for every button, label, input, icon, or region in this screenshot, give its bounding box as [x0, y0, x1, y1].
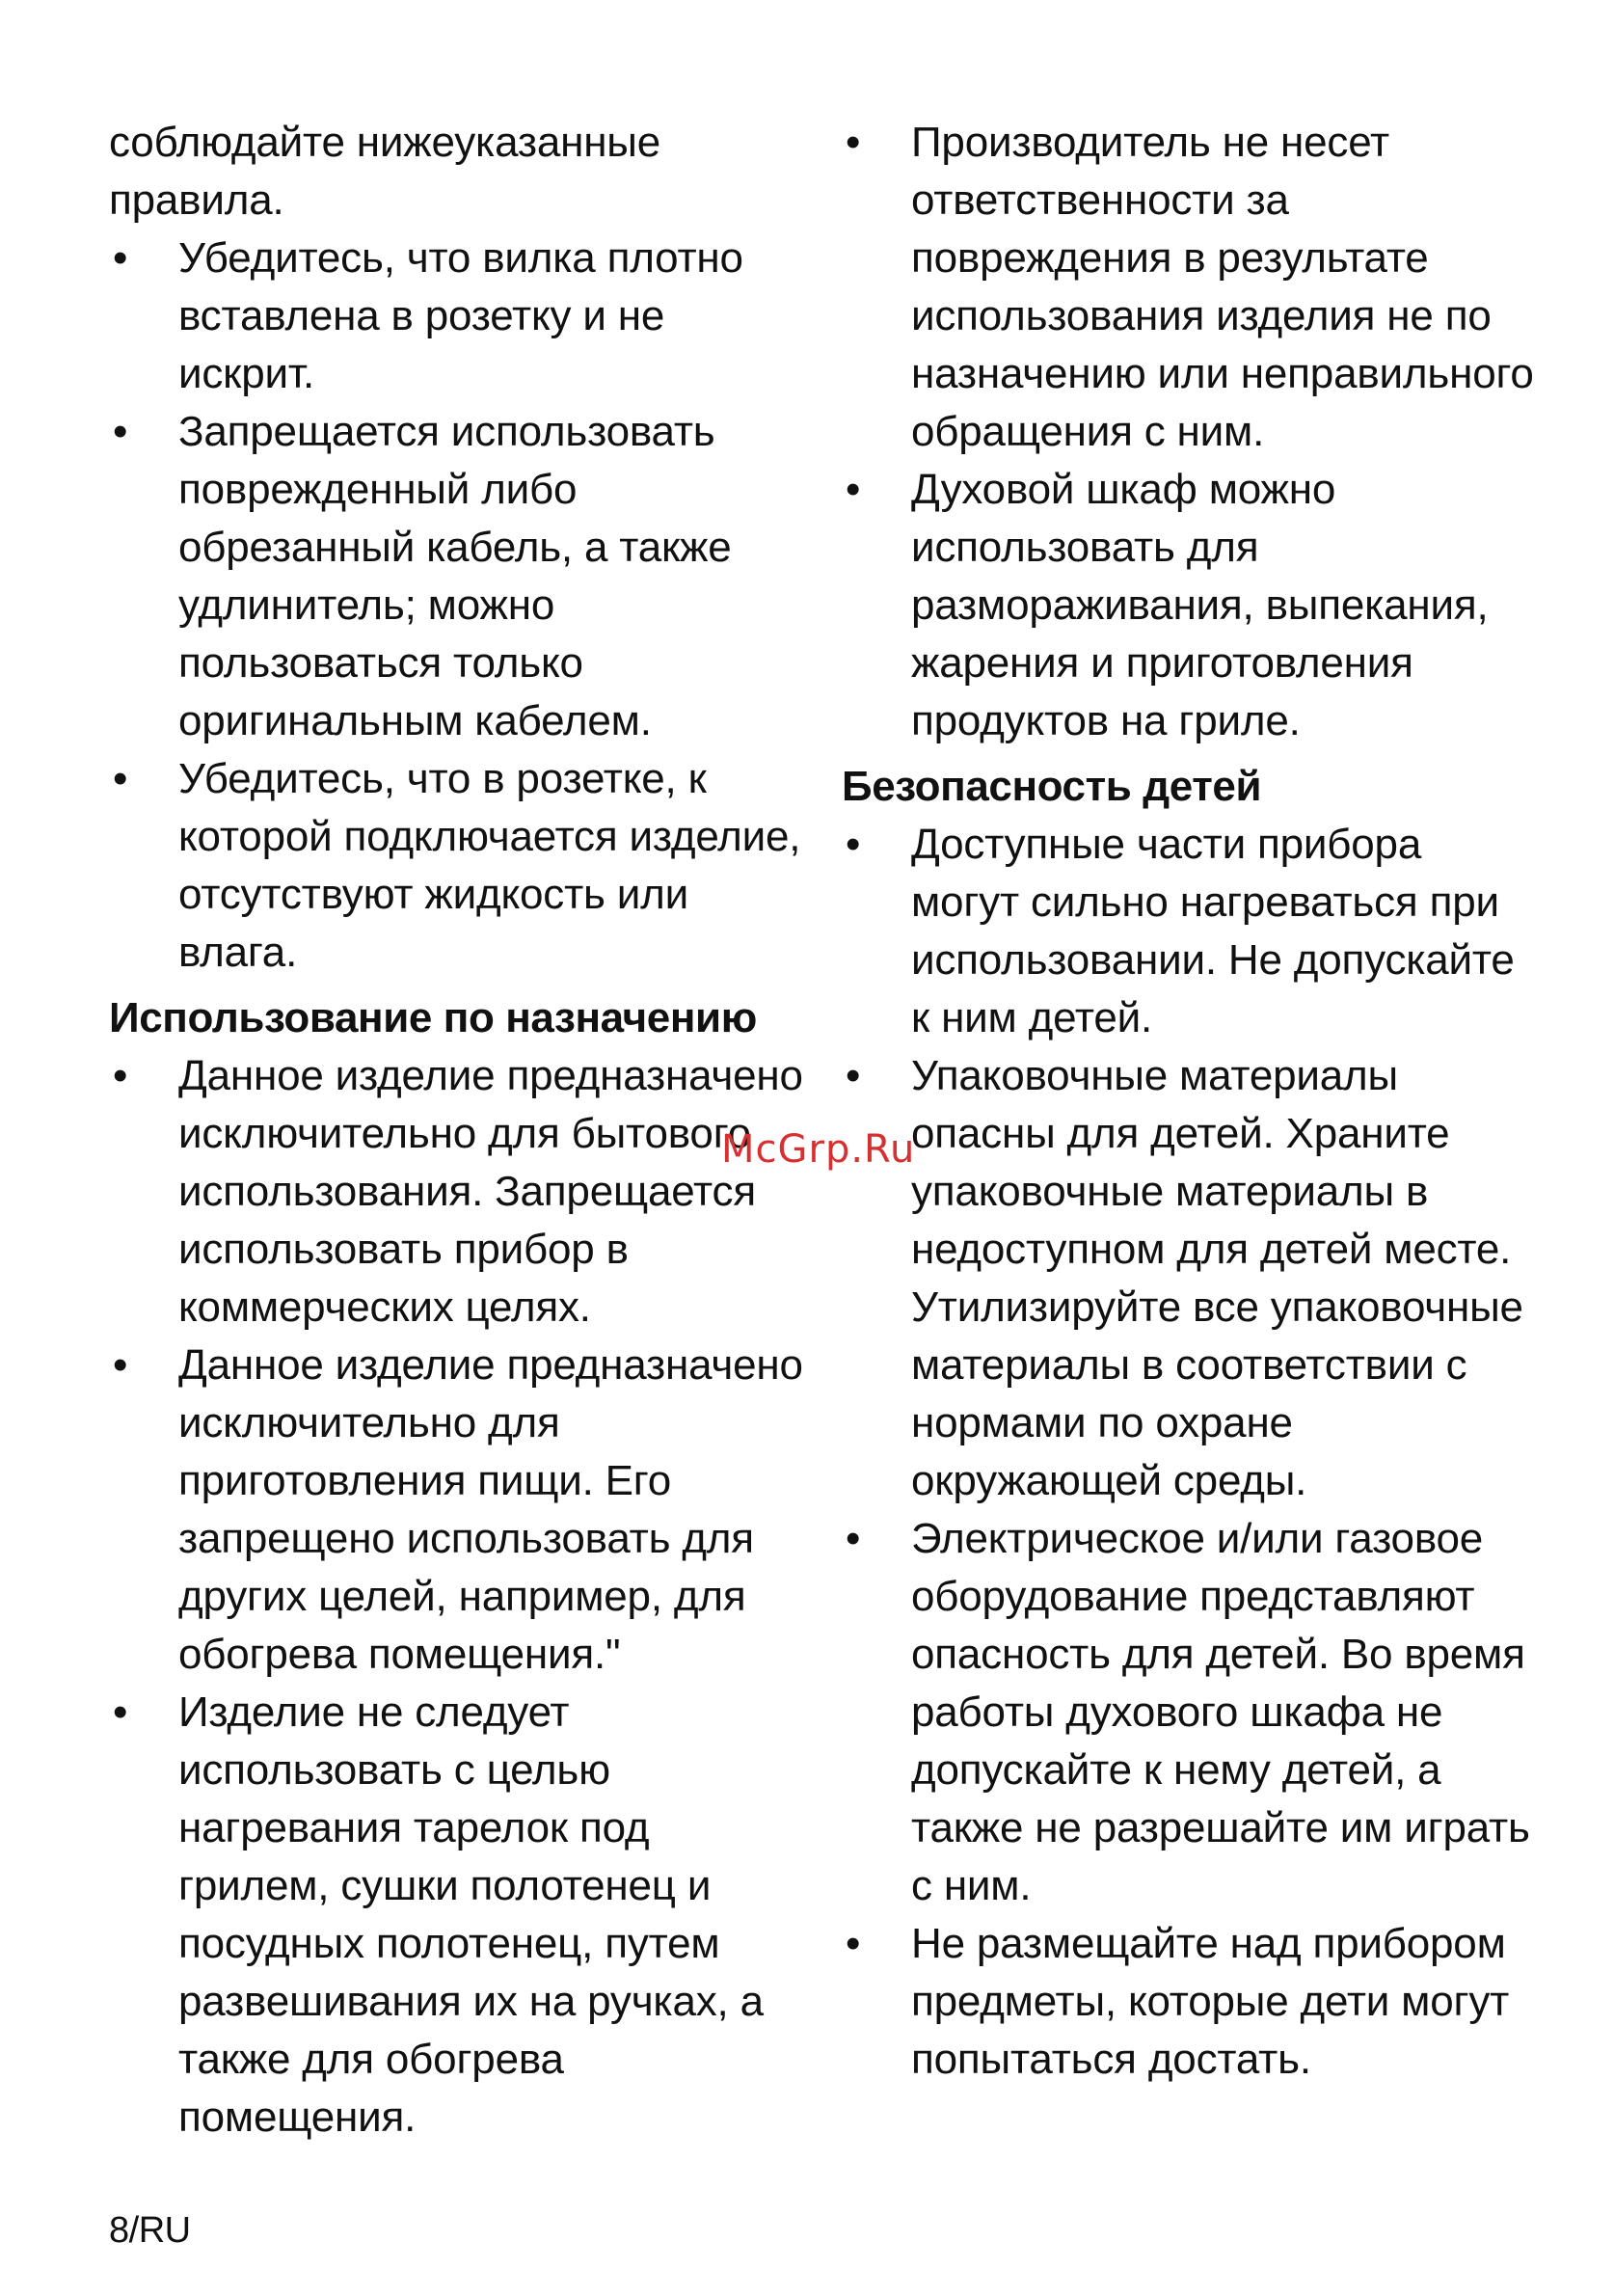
list-item-text: Данное изделие предназначено исключительно для приготовления пищи. Его запрещено использовать для других целей, например, для обогрева помещения." [178, 1341, 803, 1678]
bullet-icon: • [846, 119, 861, 166]
list-item-text: Убедитесь, что в розетке, к которой подключается изделие, отсутствуют жидкость или влага. [178, 755, 801, 976]
page-number: 8/RU [109, 2210, 191, 2251]
bullet-icon: • [846, 821, 861, 868]
list-item-text: Упаковочные материалы опасны для детей. Храните упаковочные материалы в недоступном для детей месте. Утилизируйте все упаковочные материалы в соответствии с нормами по охране окружающей среды. [911, 1052, 1523, 1504]
bullet-icon: • [113, 234, 128, 282]
list-item [842, 1047, 1536, 1510]
left-column [109, 114, 803, 2147]
list-item [109, 1047, 803, 1337]
bullet-icon: • [846, 1052, 861, 1099]
child-safety-heading: Безопасность детей [842, 763, 1262, 810]
bullet-icon: • [846, 1515, 861, 1562]
list-item-text: Не размещайте над прибором предметы, которые дети могут попытаться достать. [911, 1920, 1510, 2083]
list-item-text: Электрическое и/или газовое оборудование представляют опасность для детей. Во время работы духового шкафа не допускайте к нему детей, а также не разрешайте им играть с ним. [911, 1515, 1530, 1909]
bullet-icon: • [113, 1052, 128, 1099]
list-item-text: Доступные части прибора могут сильно нагреваться при использовании. Не допускайте к ним детей. [911, 821, 1515, 1041]
list-item [842, 816, 1536, 1047]
bullet-icon: • [846, 1920, 861, 1967]
child-safety-list [842, 816, 1536, 2089]
bullet-icon: • [846, 466, 861, 513]
list-item [842, 1915, 1536, 2089]
intended-use-list-continued [842, 114, 1536, 750]
intended-use-list [109, 1047, 803, 2147]
bullet-icon: • [113, 1688, 128, 1736]
electrical-safety-list [109, 230, 803, 982]
list-item [842, 1510, 1536, 1915]
list-item [842, 114, 1536, 461]
list-item-text: Убедитесь, что вилка плотно вставлена в розетку и не искрит. [178, 234, 743, 397]
intended-use-heading: Использование по назначению [109, 994, 757, 1041]
bullet-icon: • [113, 755, 128, 802]
intro-text: соблюдайте нижеуказанные правила. [109, 119, 660, 224]
list-item-text: Данное изделие предназначено исключительно для бытового использования. Запрещается использовать прибор в коммерческих целях. [178, 1052, 803, 1331]
list-item [109, 230, 803, 403]
bullet-icon: • [113, 1341, 128, 1389]
list-item [109, 403, 803, 750]
list-item [842, 461, 1536, 750]
list-item-text: Духовой шкаф можно использовать для размораживания, выпекания, жарения и приготовления продуктов на гриле. [911, 466, 1489, 744]
list-item [109, 1684, 803, 2147]
site-watermark: McGrp.Ru [721, 1127, 916, 1172]
list-item-text: Запрещается использовать поврежденный либо обрезанный кабель, а также удлинитель; можно пользоваться только оригинальным кабелем. [178, 408, 732, 744]
list-item-text: Производитель не несет ответственности за повреждения в результате использования изделия не по назначению или неправильного обращения с ним. [911, 119, 1534, 455]
list-item [109, 1337, 803, 1684]
list-item-text: Изделие не следует использовать с целью нагревания тарелок под грилем, сушки полотенец и посудных полотенец, путем развешивания их на ручках, а также для обогрева помещения. [178, 1688, 764, 2141]
right-column [842, 114, 1536, 2089]
bullet-icon: • [113, 408, 128, 455]
list-item [109, 750, 803, 982]
